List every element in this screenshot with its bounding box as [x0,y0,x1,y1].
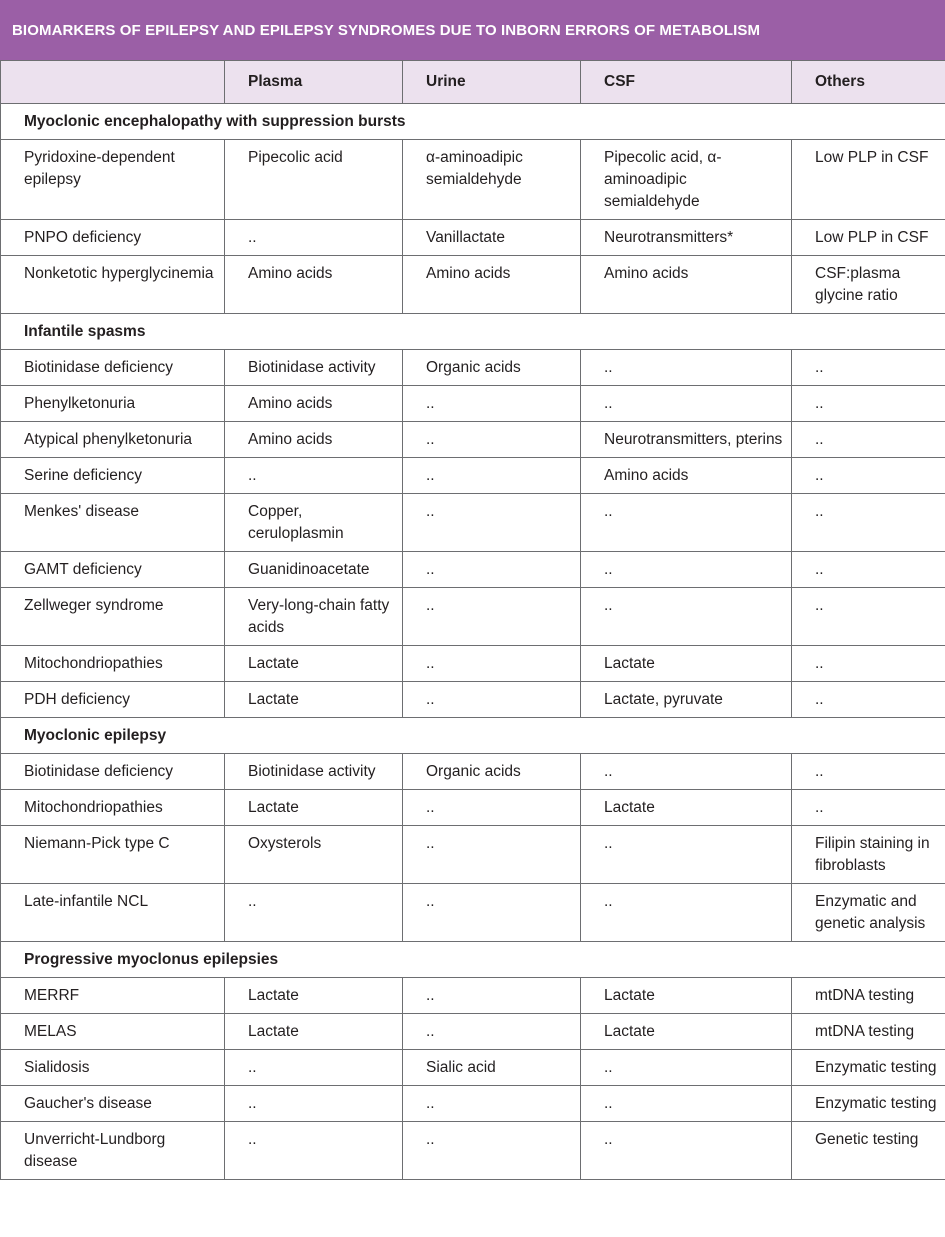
cell-csf: Lactate [581,790,792,826]
cell-csf: .. [581,1086,792,1122]
table-row [1,220,945,256]
cell-urine: .. [403,1122,581,1180]
cell-plasma: .. [225,1050,403,1086]
cell-csf: Lactate [581,646,792,682]
cell-csf: .. [581,884,792,942]
cell-csf: .. [581,1122,792,1180]
cell-csf: Neurotransmitters* [581,220,792,256]
cell-plasma: .. [225,458,403,494]
column-header-others: Others [792,61,945,104]
cell-others: Filipin staining in fibroblasts [792,826,945,884]
column-header-plasma: Plasma [225,61,403,104]
cell-urine: .. [403,588,581,646]
cell-others: CSF:plasma glycine ratio [792,256,945,314]
cell-plasma: Guanidinoacetate [225,552,403,588]
cell-others: .. [792,790,945,826]
cell-disorder: MERRF [1,978,225,1014]
cell-plasma: Lactate [225,978,403,1014]
cell-urine: α-aminoadipic semialdehyde [403,140,581,220]
cell-disorder: Phenylketonuria [1,386,225,422]
table-row [1,1050,945,1086]
cell-csf: Amino acids [581,458,792,494]
cell-disorder: Mitochondriopathies [1,790,225,826]
cell-plasma: Biotinidase activity [225,754,403,790]
cell-others: Low PLP in CSF [792,140,945,220]
table-row [1,386,945,422]
cell-disorder: Serine deficiency [1,458,225,494]
cell-urine: Vanillactate [403,220,581,256]
cell-csf: Pipecolic acid, α-aminoadipic semialdehyde [581,140,792,220]
cell-csf: .. [581,552,792,588]
cell-disorder: Zellweger syndrome [1,588,225,646]
table-row [1,1014,945,1050]
cell-csf: .. [581,754,792,790]
cell-urine: Amino acids [403,256,581,314]
cell-disorder: Pyridoxine-dependent epilepsy [1,140,225,220]
cell-csf: .. [581,494,792,552]
cell-others: Enzymatic testing [792,1050,945,1086]
section-heading: Myoclonic encephalopathy with suppression bursts [1,104,945,140]
cell-csf: Lactate, pyruvate [581,682,792,718]
cell-urine: .. [403,790,581,826]
column-header-csf: CSF [581,61,792,104]
cell-csf: .. [581,386,792,422]
table-row [1,826,945,884]
cell-plasma: Lactate [225,646,403,682]
section-heading: Myoclonic epilepsy [1,718,945,754]
table-row [1,552,945,588]
cell-disorder: MELAS [1,1014,225,1050]
cell-others: .. [792,458,945,494]
cell-others: .. [792,494,945,552]
cell-disorder: PDH deficiency [1,682,225,718]
cell-others: .. [792,646,945,682]
section-heading: Infantile spasms [1,314,945,350]
cell-urine: .. [403,978,581,1014]
table-row [1,140,945,220]
table-row [1,1122,945,1180]
cell-plasma: Amino acids [225,256,403,314]
table-row [1,350,945,386]
biomarkers-table [0,60,945,1180]
table-row [1,754,945,790]
cell-disorder: Late-infantile NCL [1,884,225,942]
cell-plasma: Copper, ceruloplasmin [225,494,403,552]
cell-others: .. [792,754,945,790]
cell-disorder: Menkes' disease [1,494,225,552]
cell-disorder: Gaucher's disease [1,1086,225,1122]
table-row [1,1086,945,1122]
section-row [1,718,945,754]
cell-disorder: Sialidosis [1,1050,225,1086]
cell-csf: .. [581,826,792,884]
cell-urine: .. [403,1014,581,1050]
cell-plasma: Lactate [225,1014,403,1050]
cell-urine: Organic acids [403,754,581,790]
cell-others: .. [792,386,945,422]
cell-urine: .. [403,682,581,718]
cell-plasma: Pipecolic acid [225,140,403,220]
cell-plasma: .. [225,1122,403,1180]
table-row [1,422,945,458]
cell-csf: .. [581,588,792,646]
table-row [1,682,945,718]
cell-disorder: Niemann-Pick type C [1,826,225,884]
cell-csf: .. [581,350,792,386]
cell-plasma: Amino acids [225,422,403,458]
cell-others: .. [792,422,945,458]
section-row [1,942,945,978]
table-row [1,458,945,494]
table-row [1,978,945,1014]
cell-csf: Lactate [581,1014,792,1050]
cell-urine: .. [403,826,581,884]
cell-plasma: Lactate [225,682,403,718]
cell-others: mtDNA testing [792,1014,945,1050]
cell-others: .. [792,350,945,386]
cell-plasma: .. [225,884,403,942]
table-row [1,790,945,826]
cell-urine: Organic acids [403,350,581,386]
cell-others: .. [792,588,945,646]
cell-disorder: Mitochondriopathies [1,646,225,682]
cell-urine: .. [403,884,581,942]
cell-plasma: .. [225,1086,403,1122]
table-row [1,884,945,942]
cell-disorder: GAMT deficiency [1,552,225,588]
cell-disorder: PNPO deficiency [1,220,225,256]
cell-others: Enzymatic and genetic analysis [792,884,945,942]
cell-others: mtDNA testing [792,978,945,1014]
cell-csf: Amino acids [581,256,792,314]
cell-others: Low PLP in CSF [792,220,945,256]
column-header-row [1,61,945,104]
cell-disorder: Biotinidase deficiency [1,754,225,790]
table-row [1,646,945,682]
cell-plasma: Amino acids [225,386,403,422]
column-header-disorder [1,61,225,104]
cell-plasma: Oxysterols [225,826,403,884]
cell-urine: .. [403,422,581,458]
table-row [1,256,945,314]
cell-plasma: Biotinidase activity [225,350,403,386]
cell-plasma: Very-long-chain fatty acids [225,588,403,646]
section-row [1,104,945,140]
cell-urine: .. [403,386,581,422]
table-row [1,494,945,552]
cell-disorder: Biotinidase deficiency [1,350,225,386]
cell-others: .. [792,552,945,588]
cell-urine: .. [403,552,581,588]
table-row [1,588,945,646]
cell-urine: .. [403,1086,581,1122]
section-heading: Progressive myoclonus epilepsies [1,942,945,978]
column-header-urine: Urine [403,61,581,104]
cell-others: Enzymatic testing [792,1086,945,1122]
cell-urine: Sialic acid [403,1050,581,1086]
cell-urine: .. [403,494,581,552]
cell-csf: Lactate [581,978,792,1014]
cell-others: Genetic testing [792,1122,945,1180]
cell-urine: .. [403,458,581,494]
table-body [1,104,945,1180]
cell-disorder: Atypical phenylketonuria [1,422,225,458]
cell-urine: .. [403,646,581,682]
section-row [1,314,945,350]
cell-csf: Neurotransmitters, pterins [581,422,792,458]
table-title: BIOMARKERS OF EPILEPSY AND EPILEPSY SYNDROMES DUE TO INBORN ERRORS OF METABOLISM [0,0,945,60]
cell-plasma: .. [225,220,403,256]
cell-disorder: Unverricht-Lundborg disease [1,1122,225,1180]
cell-others: .. [792,682,945,718]
cell-disorder: Nonketotic hyperglycinemia [1,256,225,314]
cell-plasma: Lactate [225,790,403,826]
cell-csf: .. [581,1050,792,1086]
